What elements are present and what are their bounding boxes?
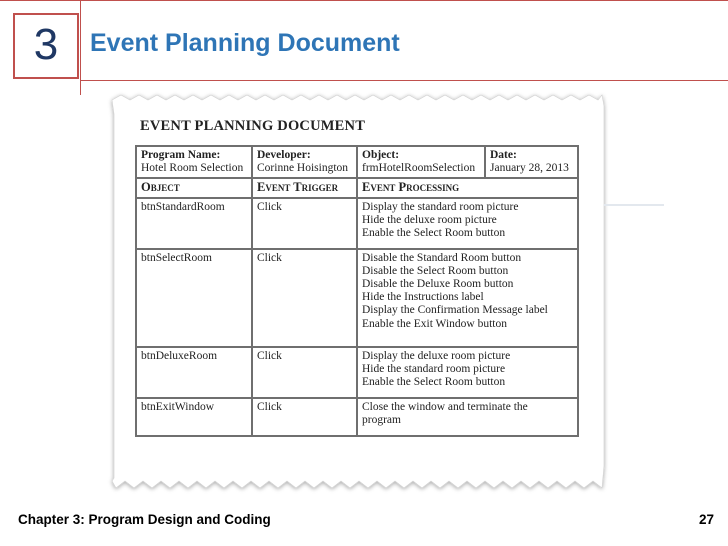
- processing-line: program: [362, 413, 401, 426]
- processing-line: Disable the Select Room button: [362, 264, 509, 277]
- slide-title: Event Planning Document: [90, 29, 400, 57]
- table-row: [136, 249, 578, 347]
- document-heading: EVENT PLANNING DOCUMENT: [140, 118, 366, 134]
- column-header-event-trigger: Event Trigger: [252, 178, 357, 197]
- header-row: [136, 178, 578, 197]
- object-cell: [357, 146, 485, 178]
- object-label: Object:: [362, 149, 400, 161]
- row-object: btnSelectRoom: [136, 249, 252, 347]
- processing-line: Close the window and terminate the: [362, 400, 528, 413]
- processing-line: Enable the Select Room button: [362, 376, 506, 389]
- row-trigger: Click: [252, 347, 357, 398]
- row-processing: [357, 398, 578, 436]
- developer-label: Developer:: [257, 149, 311, 161]
- column-header-object: Object: [136, 178, 252, 197]
- developer-value: Corinne Hoisington: [257, 162, 349, 175]
- table-row: [136, 347, 578, 398]
- processing-line: Hide the Instructions label: [362, 291, 484, 304]
- date-label: Date:: [490, 149, 517, 161]
- processing-line: Disable the Deluxe Room button: [362, 278, 514, 291]
- date-value: January 28, 2013: [490, 162, 569, 175]
- developer-cell: [252, 146, 357, 178]
- row-processing: [357, 198, 578, 249]
- row-processing: [357, 347, 578, 398]
- processing-line: Display the Confirmation Message label: [362, 304, 548, 317]
- processing-line: Hide the deluxe room picture: [362, 213, 497, 226]
- row-trigger: Click: [252, 249, 357, 347]
- processing-line: Disable the Standard Room button: [362, 251, 522, 264]
- processing-line: Enable the Exit Window button: [362, 317, 507, 330]
- program-name-value: Hotel Room Selection: [141, 162, 244, 175]
- row-processing: [357, 249, 578, 347]
- row-object: btnStandardRoom: [136, 198, 252, 249]
- processing-line: Enable the Select Room button: [362, 227, 506, 240]
- program-name-label: Program Name:: [141, 149, 221, 161]
- column-header-event-processing: Event Processing: [357, 178, 578, 197]
- date-cell: [485, 146, 578, 178]
- table-row: [136, 198, 578, 249]
- event-planning-table: [135, 145, 579, 437]
- row-trigger: Click: [252, 398, 357, 436]
- chapter-number: 3: [33, 20, 59, 69]
- page-number: 27: [698, 512, 714, 527]
- row-trigger: Click: [252, 198, 357, 249]
- processing-line: Hide the standard room picture: [362, 362, 506, 375]
- processing-line: Display the standard room picture: [362, 200, 519, 213]
- decorative-line: [604, 204, 664, 206]
- program-name-cell: [136, 146, 252, 178]
- object-value: frmHotelRoomSelection: [362, 162, 476, 175]
- chapter-footer: Chapter 3: Program Design and Coding: [18, 512, 271, 527]
- row-object: btnDeluxeRoom: [136, 347, 252, 398]
- table-row: [136, 398, 578, 436]
- row-object: btnExitWindow: [136, 398, 252, 436]
- processing-line: Display the deluxe room picture: [362, 349, 511, 362]
- info-row: [136, 146, 578, 178]
